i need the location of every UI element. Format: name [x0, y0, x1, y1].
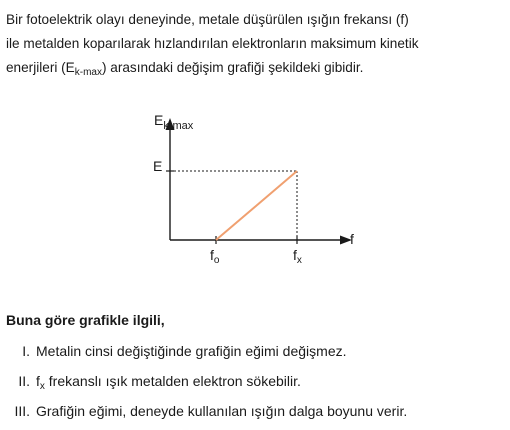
question-stem: Buna göre grafikle ilgili, [6, 312, 165, 328]
y-tick-label: E [153, 158, 163, 174]
intro-line-1: Bir fotoelektrik olayı deneyinde, metale düşürülen ışığın frekansı (f) [6, 12, 409, 27]
graph-line [216, 171, 297, 240]
statement-2-post: frekanslı ışık metalden elektron sökebilir. [44, 373, 301, 389]
intro-paragraph [6, 8, 506, 85]
statement-1-text: Metalin cinsi değiştiğinde grafiğin eğimi değişmez. [36, 343, 347, 359]
intro-line-3-post: ) arasındaki değişim grafiği şekildeki gibidir. [101, 60, 364, 75]
statement-2-number: II. [18, 373, 30, 389]
statement-3-number: III. [14, 403, 30, 419]
statement-3-text: Grafiğin eğimi, deneyde kullanılan ışığın dalga boyunu verir. [36, 403, 408, 419]
y-axis-label-sub: k-max [163, 120, 194, 132]
x-tick-label-fx [293, 247, 302, 266]
y-axis-label-main: E [154, 112, 164, 128]
intro-line-3 [6, 56, 506, 85]
statement-2-text [36, 373, 301, 392]
x-axis-label: f [350, 231, 354, 247]
fx-sub: x [296, 255, 302, 266]
f0-sub: o [213, 255, 220, 266]
statement-2-sub: x [39, 381, 45, 392]
statement-2-pre: f [36, 373, 40, 389]
statement-1-number: I. [22, 343, 30, 359]
fx-main: f [293, 247, 297, 263]
intro-line-3-sub: k-max [74, 67, 102, 78]
y-axis-label [154, 112, 193, 132]
intro-line-3-pre: enerjileri (E [6, 60, 75, 75]
f0-main: f [210, 247, 214, 263]
intro-line-2: ile metalden koparılarak hızlandırılan elektronların maksimum kinetik [6, 36, 419, 51]
x-tick-label-f0 [210, 247, 219, 266]
